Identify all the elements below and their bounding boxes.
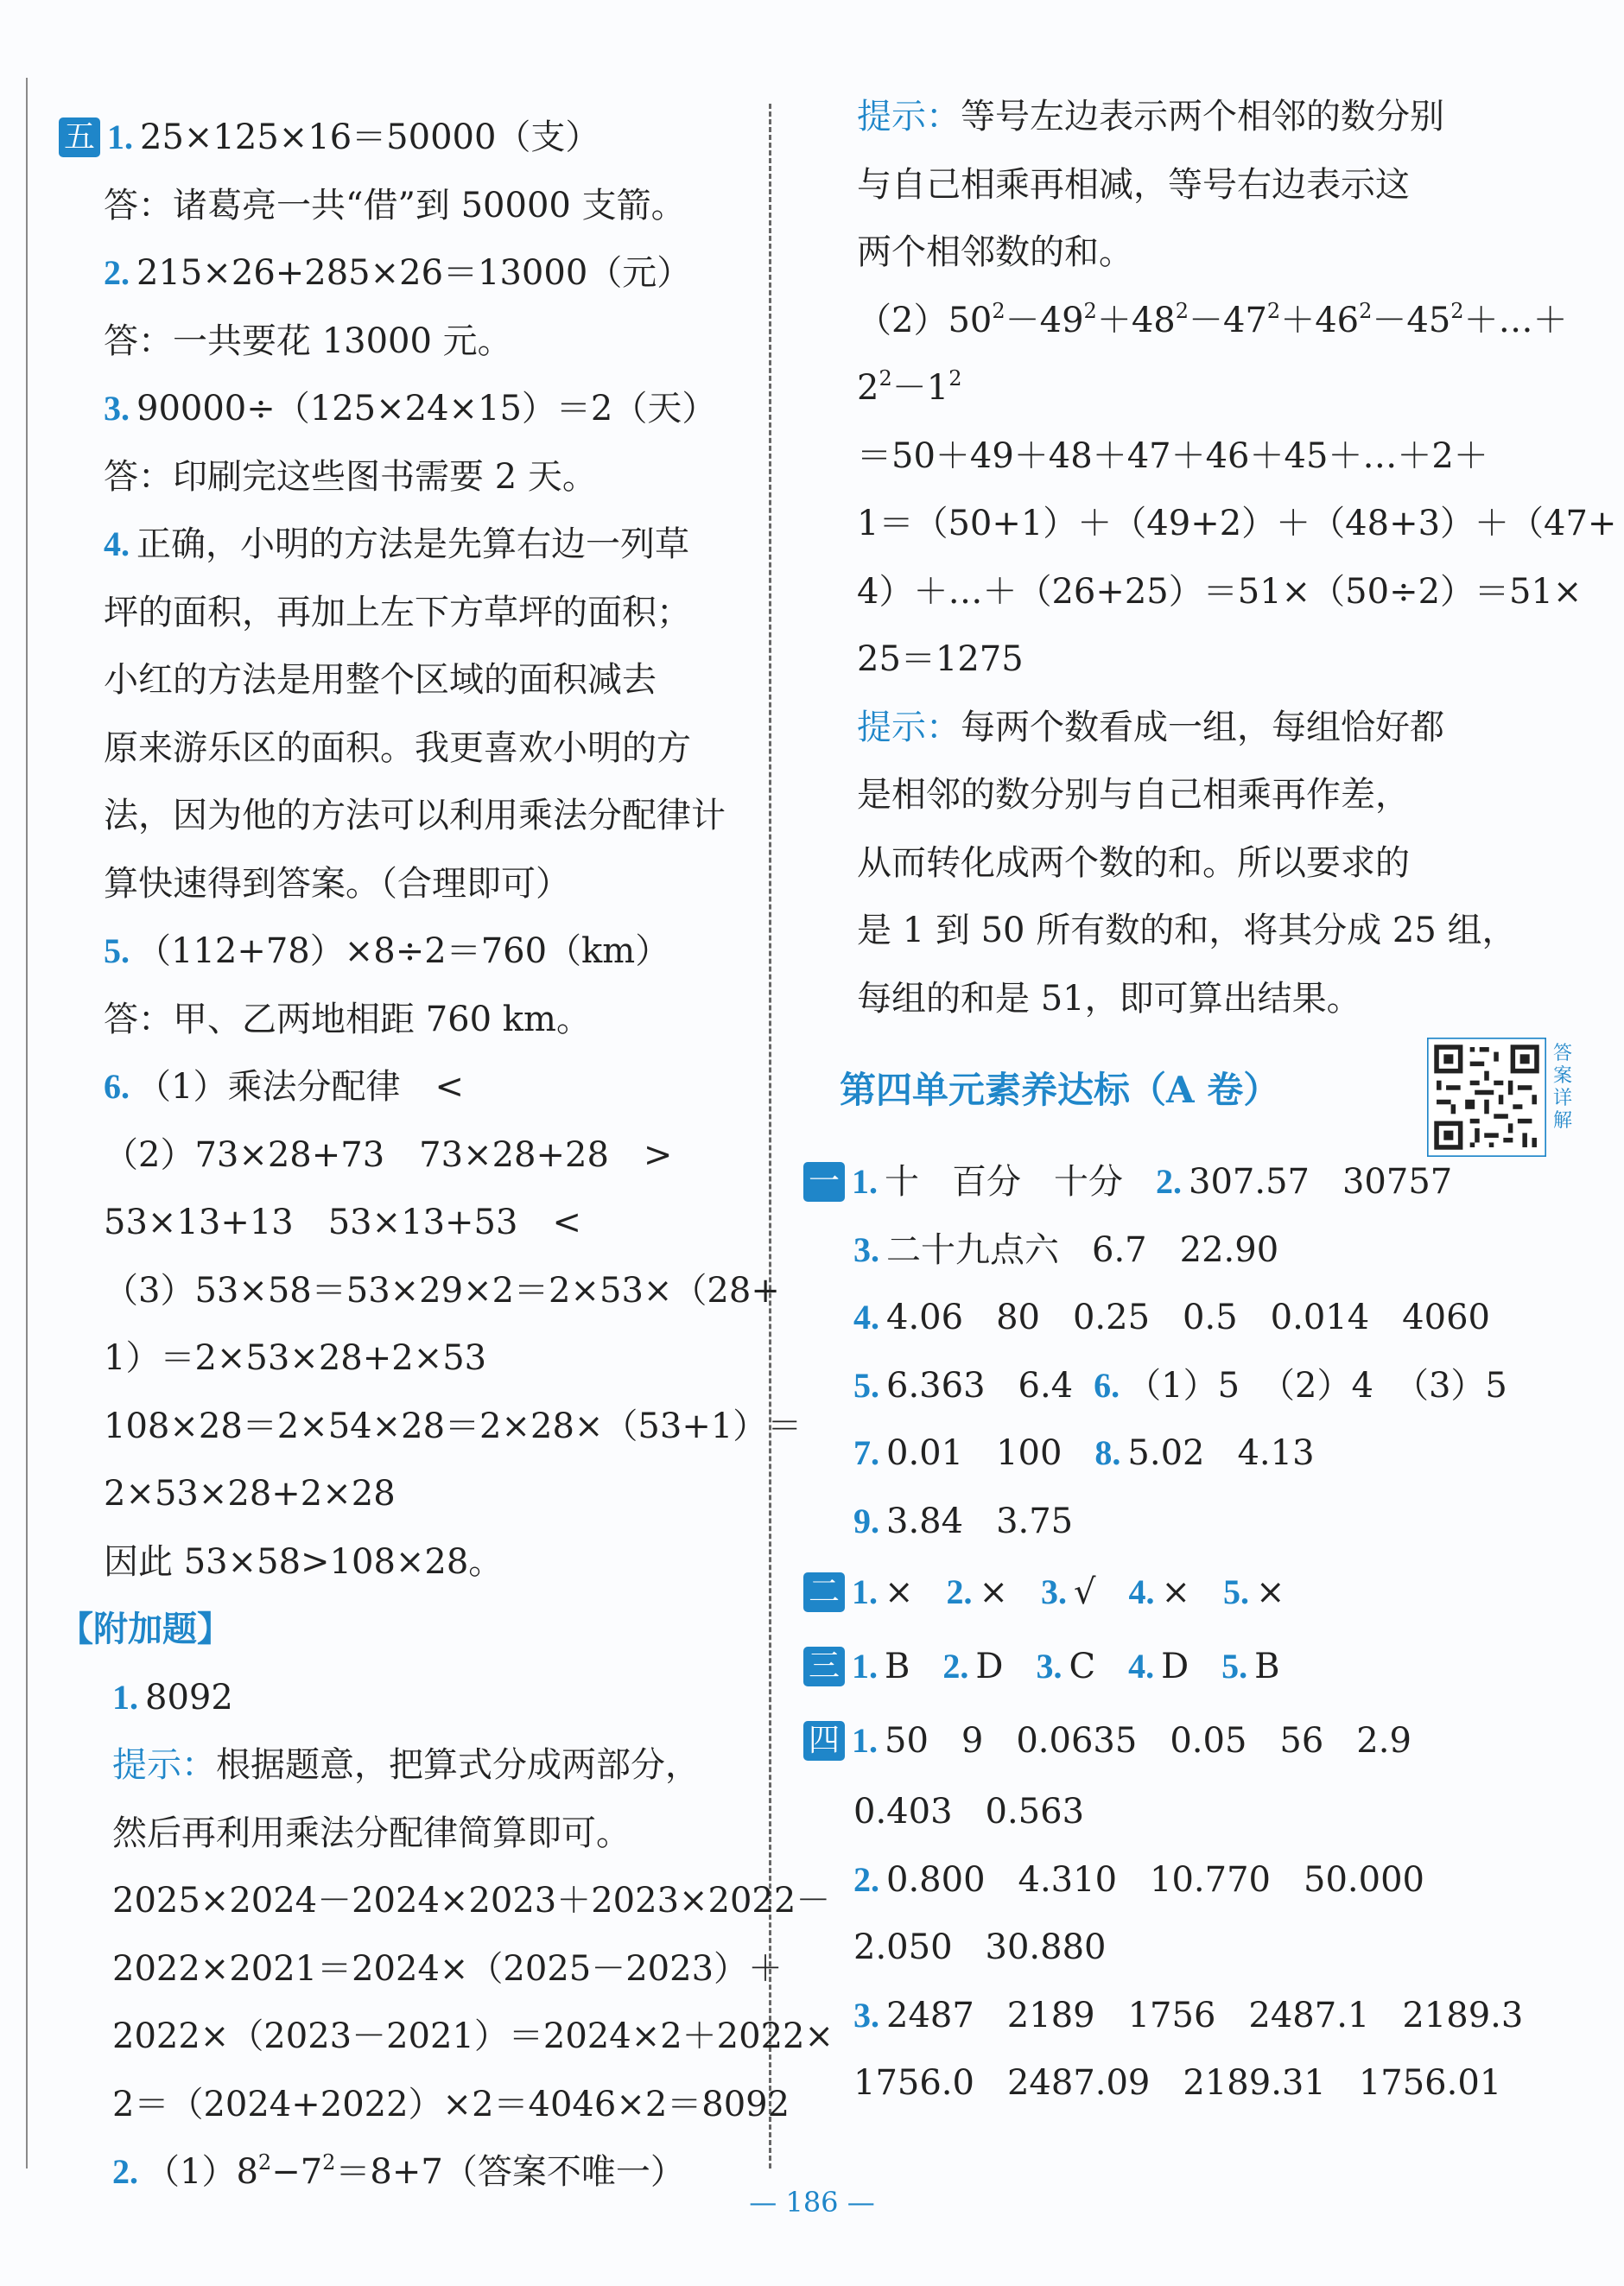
bonus-heading: 【附加题】 bbox=[59, 1609, 232, 1649]
hint-1-line: 提示：等号左边表示两个相邻的数分别 bbox=[857, 97, 1444, 137]
q5-6-text: 因此 53×58>108×28。 bbox=[104, 1541, 504, 1582]
section-badge-one: 一 bbox=[803, 1162, 845, 1202]
unit-header bbox=[803, 1043, 1581, 1138]
q5-5-line: 5. （112+78）×8÷2＝760（km） bbox=[104, 931, 670, 971]
hint-2-text: 每组的和是 51，即可算出结果。 bbox=[857, 978, 1361, 1019]
s1-row-1: 一 1. 十 百分 十分 2. 307.57 30757 bbox=[803, 1148, 1581, 1216]
hint-label: 提示： bbox=[857, 97, 961, 137]
s4-row-6: 1756.0 2487.09 2189.31 1756.01 bbox=[853, 2063, 1502, 2103]
bonus-1-calc: 2022×2021＝2024×（2025－2023）＋ bbox=[112, 1948, 783, 1989]
s1-row-4: 5. 6.363 6.4 6. （1）5 （2）4 （3）5 bbox=[853, 1365, 1507, 1406]
section-badge-three: 三 bbox=[803, 1647, 845, 1686]
s4-row-4: 2.050 30.880 bbox=[853, 1927, 1107, 1967]
left-column bbox=[59, 104, 834, 2207]
binding-margin-line bbox=[26, 78, 28, 2169]
q5-6-text: （2）73×28+73 73×28+28 > bbox=[104, 1134, 673, 1175]
hint-1-text: 与自己相乘再相减，等号右边表示这 bbox=[857, 164, 1410, 205]
qr-code-icon[interactable] bbox=[1427, 1038, 1546, 1157]
section-badge-five: 五 bbox=[59, 117, 100, 157]
q5-4-text: 坪的面积，再加上左下方草坪的面积； bbox=[104, 592, 691, 632]
hint-2-line: 提示：每两个数看成一组，每组恰好都 bbox=[857, 707, 1444, 747]
section-badge-four: 四 bbox=[803, 1721, 845, 1761]
q5-1-line: 五 1. 25×125×16＝50000（支） bbox=[59, 104, 758, 172]
section-badge-two: 二 bbox=[803, 1572, 845, 1612]
hint-label: 提示： bbox=[857, 707, 961, 747]
qr-caption: 答案详解 bbox=[1552, 1043, 1572, 1132]
q5-4-text: 原来游乐区的面积。我更喜欢小明的方 bbox=[104, 727, 691, 768]
part2-calc: 1＝（50+1）＋（49+2）＋（48+3）＋（47+ bbox=[857, 504, 1617, 543]
q5-2-answer: 答：一共要花 13000 元。 bbox=[104, 321, 512, 361]
hint-2-text: 是相邻的数分别与自己相乘再作差， bbox=[857, 775, 1410, 815]
bonus-1-calc: 2＝（2024+2022）×2＝4046×2＝8092 bbox=[112, 2084, 790, 2124]
page-number: — 186 — bbox=[749, 2186, 875, 2219]
q5-4-text: 小红的方法是用整个区域的面积减去 bbox=[104, 660, 657, 700]
part2-calc: 25＝1275 bbox=[857, 639, 1024, 679]
s2-row: 二 1. × 2. × 3. √ 4. × 5. × bbox=[803, 1555, 1581, 1629]
q5-6-line: 6. （1）乘法分配律 < bbox=[104, 1067, 464, 1107]
hint-label: 提示： bbox=[112, 1745, 216, 1785]
s4-row-5: 3. 2487 2189 1756 2487.1 2189.3 bbox=[853, 1995, 1524, 2035]
s1-row-6: 9. 3.84 3.75 bbox=[853, 1501, 1074, 1541]
q5-2-line: 2. 215×26+285×26＝13000（元） bbox=[104, 253, 692, 293]
unit-title: 第四单元素养达标（A 卷） bbox=[840, 1069, 1280, 1111]
column-divider bbox=[769, 104, 771, 2169]
s4-row-3: 2. 0.800 4.310 10.770 50.000 bbox=[853, 1859, 1424, 1900]
q5-1-answer: 答：诸葛亮一共“借”到 50000 支箭。 bbox=[104, 185, 686, 225]
q5-4-line: 4. 正确，小明的方法是先算右边一列草 bbox=[104, 524, 689, 564]
s1-row-3: 4. 4.06 80 0.25 0.5 0.014 4060 bbox=[853, 1298, 1490, 1337]
part2-line: $(2)50^2-49^2+48^2-47^2+46^2-45^2+\dots+$ bbox=[857, 298, 1568, 340]
bonus-2-line: 2. $(1)8^2-7^2=8+7$（答案不唯一） bbox=[112, 2150, 685, 2192]
q5-5-answer: 答：甲、乙两地相距 760 km。 bbox=[104, 999, 591, 1039]
right-column bbox=[803, 97, 1617, 2118]
q5-4-text: 算快速得到答案。（合理即可） bbox=[104, 863, 570, 904]
part2-calc: 4）＋…＋（26+25）＝51×（50÷2）＝51× bbox=[857, 571, 1583, 612]
hint-2-text: 是 1 到 50 所有数的和，将其分成 25 组， bbox=[857, 911, 1517, 950]
q5-3-line: 3. 90000÷（125×24×15）＝2（天） bbox=[104, 389, 717, 429]
s1-row-2: 3. 二十九点六 6.7 22.90 bbox=[853, 1229, 1279, 1270]
part2-calc: ＝50＋49＋48＋47＋46＋45＋…＋2＋ bbox=[857, 435, 1488, 476]
bonus-1-hint: 提示：根据题意，把算式分成两部分， bbox=[112, 1745, 700, 1785]
q5-6-text: 1）＝2×53×28+2×53 bbox=[104, 1338, 487, 1378]
q5-6-text: 108×28＝2×54×28＝2×28×（53+1）＝ bbox=[104, 1406, 802, 1446]
s3-row: 三 1. B 2. D 3. C 4. D 5. B bbox=[803, 1629, 1581, 1704]
part2-line: $2^2-1^2$ bbox=[857, 366, 962, 408]
q5-6-text: 53×13+13 53×13+53 < bbox=[104, 1203, 581, 1242]
s4-row-2: 0.403 0.563 bbox=[853, 1792, 1085, 1832]
bonus-1-line: 1. 8092 bbox=[112, 1677, 233, 1718]
bonus-1-hint-text: 然后再利用乘法分配律简算即可。 bbox=[112, 1813, 631, 1853]
hint-2-text: 从而转化成两个数的和。所以要求的 bbox=[857, 842, 1410, 883]
s4-row-1: 四 1. 50 9 0.0635 0.05 56 2.9 bbox=[803, 1704, 1581, 1778]
q5-6-text: （3）53×58＝53×29×2＝2×53×（28+ bbox=[104, 1270, 780, 1311]
hint-1-text: 两个相邻数的和。 bbox=[857, 232, 1133, 272]
bonus-1-calc: 2022×（2023－2021）＝2024×2＋2022× bbox=[112, 2016, 834, 2056]
s1-row-5: 7. 0.01 100 8. 5.02 4.13 bbox=[853, 1433, 1315, 1473]
q5-4-text: 法，因为他的方法可以利用乘法分配律计 bbox=[104, 796, 726, 835]
q5-6-text: 2×53×28+2×28 bbox=[104, 1474, 396, 1514]
bonus-1-calc: 2025×2024－2024×2023＋2023×2022－ bbox=[112, 1881, 831, 1921]
q5-3-answer: 答：印刷完这些图书需要 2 天。 bbox=[104, 456, 597, 497]
